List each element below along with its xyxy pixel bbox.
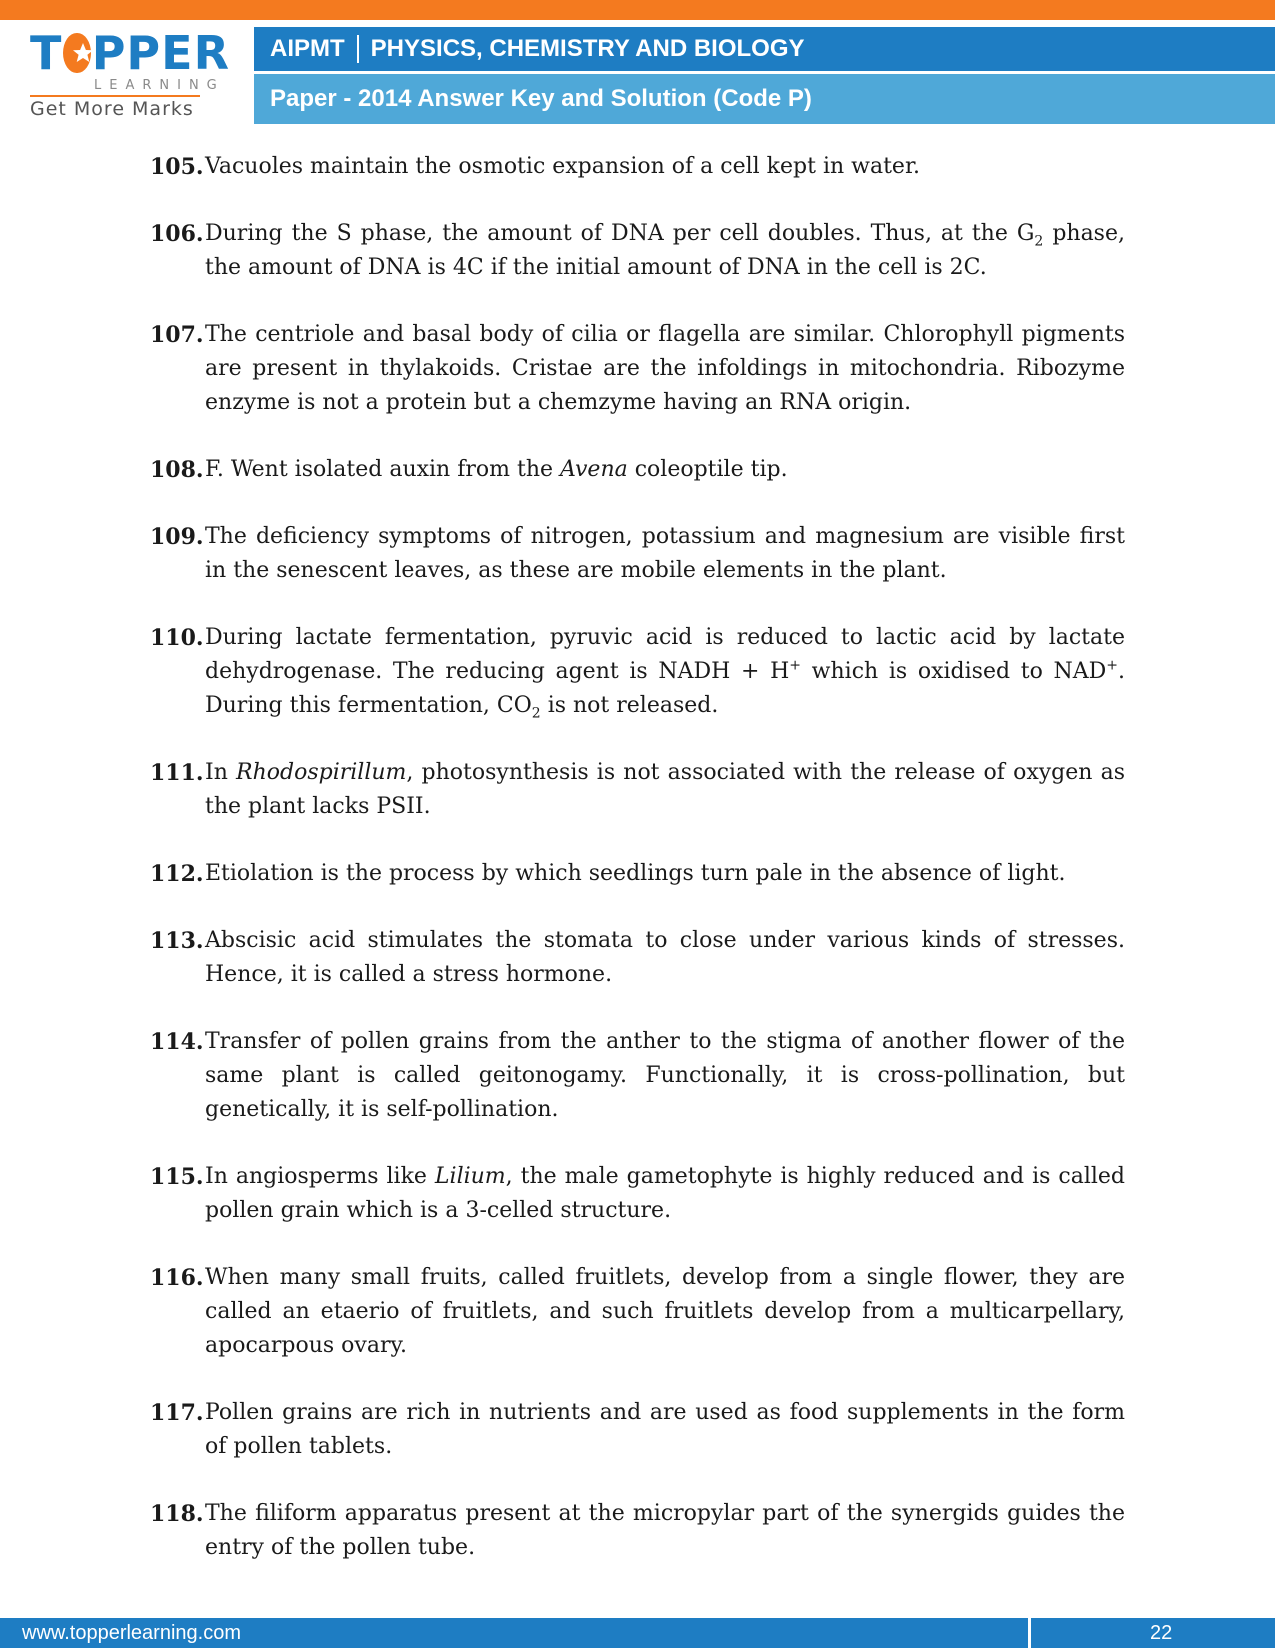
- answer-text-part: Pollen grains are rich in nutrients and are used as food supplements in the form of pollen tablets.: [205, 1400, 1125, 1459]
- answer-item: [150, 318, 1125, 420]
- answer-text-part: coleoptile tip.: [627, 457, 788, 482]
- answer-text-part: The filiform apparatus present at the micropylar part of the synergids guides the entry of the pollen tube.: [205, 1501, 1125, 1560]
- answer-number: 113.: [150, 928, 204, 954]
- answer-text: [205, 1025, 1125, 1127]
- footer-divider: [1028, 1618, 1031, 1648]
- answer-item: [150, 1261, 1125, 1363]
- answer-text: [205, 520, 1125, 588]
- answer-number: 118.: [150, 1501, 204, 1527]
- header-separator: [357, 35, 359, 63]
- answer-number: 111.: [150, 760, 204, 786]
- answer-text-part: During lactate fermentation, pyruvic acid is reduced to lactic acid by lactate dehydrogenase. The reducing agent is NADH + H: [205, 625, 1125, 684]
- answer-item: [150, 1025, 1125, 1127]
- logo-star-icon: [63, 33, 90, 73]
- answer-text-part: Lilium: [434, 1164, 506, 1189]
- answer-text: [205, 857, 1125, 891]
- answer-item: [150, 857, 1125, 891]
- answer-text: [205, 453, 1125, 487]
- logo-subtitle: LEARNING: [94, 78, 225, 93]
- answer-text: [205, 621, 1125, 723]
- answer-text: [205, 924, 1125, 992]
- footer-bar: [0, 1618, 1275, 1648]
- answer-number: 106.: [150, 221, 204, 247]
- answer-text-part: which is oxidised to NAD: [801, 659, 1107, 684]
- answer-item: [150, 621, 1125, 723]
- answer-text-part: When many small fruits, called fruitlets, develop from a single flower, they are called an etaerio of fruitlets, and such fruitlets develop from a multicarpellary, apocarpous ovary.: [205, 1265, 1125, 1358]
- answer-item: [150, 217, 1125, 285]
- answer-number: 109.: [150, 524, 204, 550]
- answer-text-part: Rhodospirillum: [236, 760, 407, 785]
- answer-list: [150, 150, 1125, 1598]
- answer-text: [205, 217, 1125, 285]
- logo-wordmark: [30, 26, 230, 80]
- answer-number: 107.: [150, 322, 204, 348]
- answer-text-part: In angiosperms like: [205, 1164, 435, 1189]
- header-paper-title: Paper - 2014 Answer Key and Solution (Code P): [254, 74, 1275, 124]
- answer-item: [150, 1497, 1125, 1565]
- answer-text-part: F. Went isolated auxin from the: [205, 457, 560, 482]
- answer-text-part: 2: [1034, 233, 1044, 250]
- answer-item: [150, 453, 1125, 487]
- answer-number: 105.: [150, 154, 204, 180]
- answer-text-part: During the S phase, the amount of DNA per cell doubles. Thus, at the G: [205, 221, 1035, 246]
- answer-text-part: phase, the amount of DNA is 4C if the initial amount of DNA in the cell is 2C.: [205, 221, 1125, 280]
- answer-number: 114.: [150, 1029, 204, 1055]
- answer-number: 116.: [150, 1265, 204, 1291]
- answer-text-part: Etiolation is the process by which seedlings turn pale in the absence of light.: [205, 861, 1066, 886]
- answer-text: [205, 1396, 1125, 1464]
- answer-item: [150, 1160, 1125, 1228]
- logo-word-left: T: [30, 26, 63, 80]
- answer-item: [150, 1396, 1125, 1464]
- exam-name: AIPMT: [270, 35, 345, 62]
- page-number: 22: [1150, 1622, 1173, 1644]
- logo-tagline: Get More Marks: [30, 95, 200, 120]
- answer-text-part: Transfer of pollen grains from the anther to the stigma of another flower of the same plant is called geitonogamy. Functionally, it is cross-pollination, but genetically, it is self-pollination.: [205, 1029, 1125, 1122]
- answer-text-part: +: [789, 657, 802, 674]
- top-orange-stripe: [0, 0, 1275, 20]
- answer-number: 108.: [150, 457, 204, 483]
- answer-text: [205, 1160, 1125, 1228]
- answer-text-part: The centriole and basal body of cilia or flagella are similar. Chlorophyll pigments are present in thylakoids. Cristae are the infoldings in mitochondria. Ribozyme enzyme is not a protein but a chemzyme having an RNA origin.: [205, 322, 1125, 415]
- answer-text-part: is not released.: [540, 693, 719, 718]
- answer-number: 110.: [150, 625, 204, 651]
- logo-word-right: PPER: [91, 26, 230, 80]
- topper-learning-logo: [30, 26, 230, 120]
- header-exam-bar: [254, 27, 1275, 71]
- answer-text-part: . During this fermentation, CO: [205, 659, 1125, 718]
- answer-item: [150, 520, 1125, 588]
- answer-number: 112.: [150, 861, 204, 887]
- answer-number: 117.: [150, 1400, 204, 1426]
- answer-text: [205, 756, 1125, 824]
- answer-text: [205, 150, 1125, 184]
- answer-text-part: 2: [531, 705, 541, 722]
- answer-text-part: In: [205, 760, 237, 785]
- answer-text: [205, 1261, 1125, 1363]
- answer-text-part: , photosynthesis is not associated with the release of oxygen as the plant lacks PSII.: [205, 760, 1125, 819]
- footer-url: www.topperlearning.com: [22, 1622, 241, 1644]
- answer-text-part: Vacuoles maintain the osmotic expansion of a cell kept in water.: [205, 154, 921, 179]
- answer-number: 115.: [150, 1164, 204, 1190]
- answer-text: [205, 1497, 1125, 1565]
- exam-subjects: PHYSICS, CHEMISTRY AND BIOLOGY: [370, 35, 805, 62]
- answer-text-part: +: [1106, 657, 1118, 674]
- answer-item: [150, 150, 1125, 184]
- answer-text-part: Abscisic acid stimulates the stomata to close under various kinds of stresses. Hence, it is called a stress hormone.: [205, 928, 1125, 987]
- answer-item: [150, 924, 1125, 992]
- answer-text-part: The deficiency symptoms of nitrogen, potassium and magnesium are visible first in the senescent leaves, as these are mobile elements in the plant.: [205, 524, 1125, 583]
- answer-text: [205, 318, 1125, 420]
- answer-item: [150, 756, 1125, 824]
- answer-text-part: , the male gametophyte is highly reduced and is called pollen grain which is a 3-celled structure.: [205, 1164, 1125, 1223]
- answer-text-part: Avena: [560, 457, 628, 482]
